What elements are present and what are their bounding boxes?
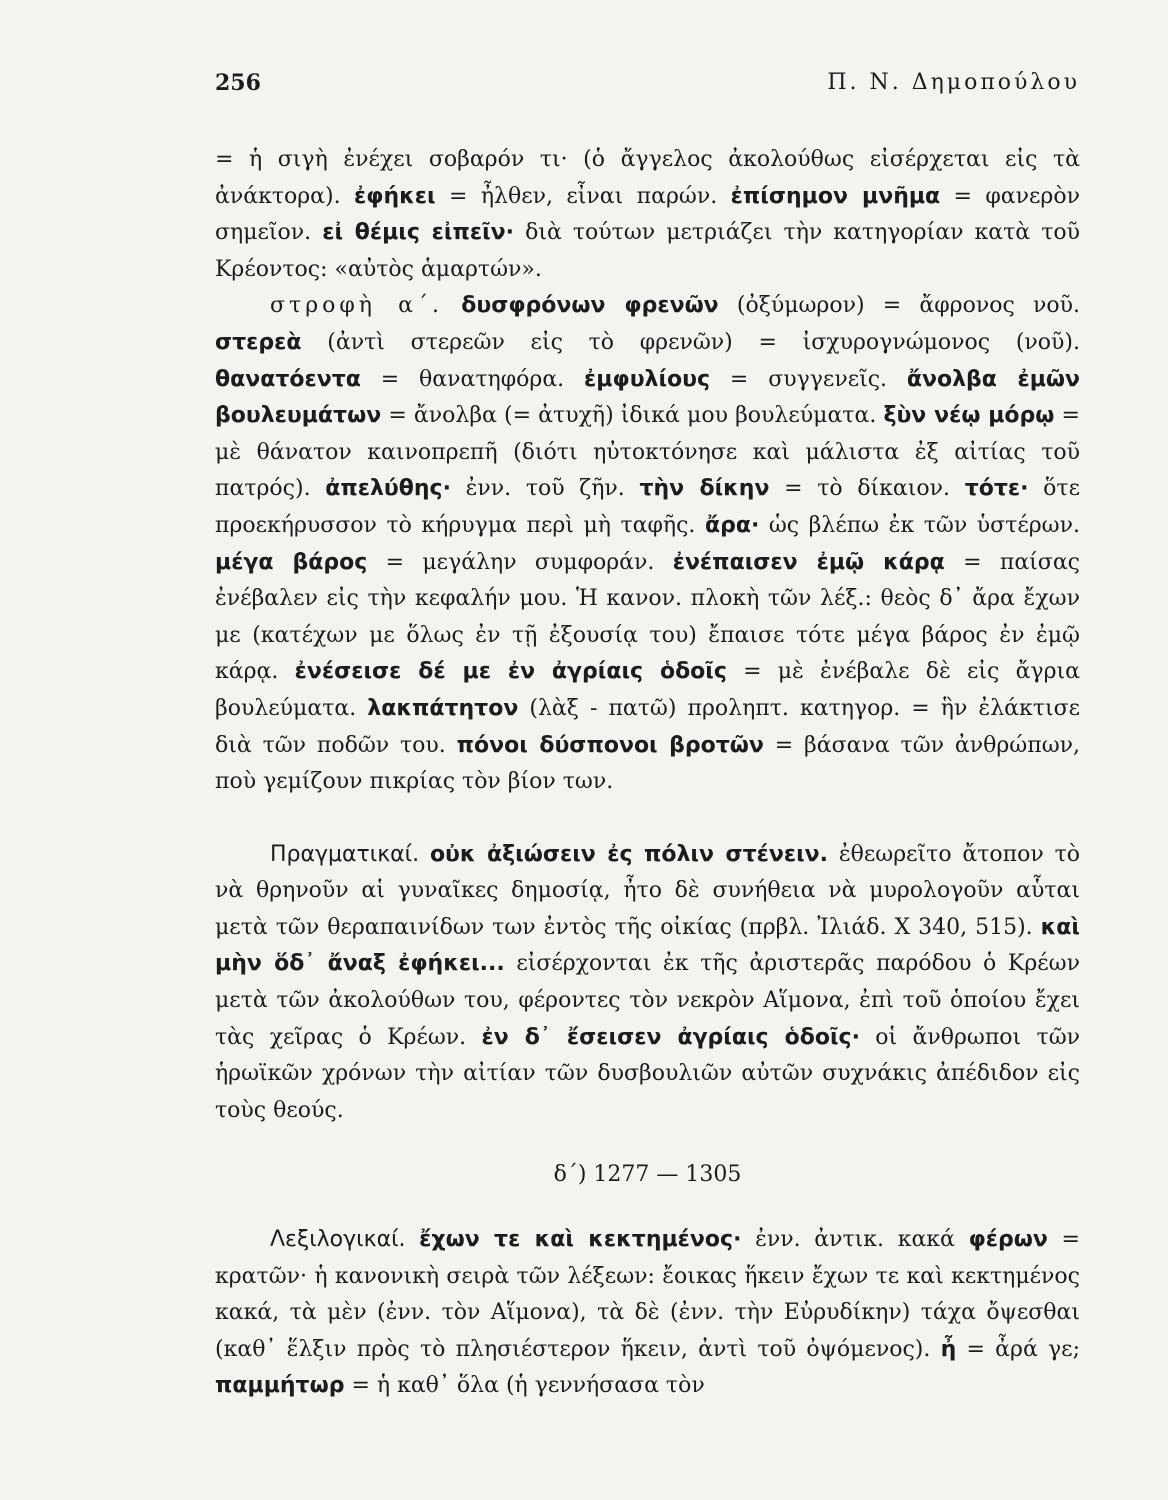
paragraph-1: [215, 142, 1080, 288]
page-header: [215, 62, 1080, 102]
commentary-text-run: ἐνν. ἀντικ. κακά: [741, 1227, 969, 1253]
lemma: καὶ μὴν ὅδ᾽ ἄναξ ἐφήκει...: [215, 914, 1080, 977]
commentary-text-run: ἐνν. τοῦ ζῆν.: [450, 476, 640, 502]
lemma: ἄρα·: [704, 512, 760, 538]
commentary-text-run: οἱ ἄνθρωποι τῶν ἡρωϊκῶν χρόνων τὴν αἰτίαν τῶν δυσβουλιῶν αὐτῶν συχνάκις ἀπέδιδον εἰς τοὺς θεούς.: [215, 1024, 1081, 1123]
commentary-text-run: = συγγενεῖς.: [710, 366, 907, 392]
strophe-label: στροφὴ α΄.: [270, 293, 444, 319]
commentary-text-run: = θανατηφόρα.: [360, 366, 585, 392]
lemma: πόνοι δύσπονοι βροτῶν: [456, 732, 764, 758]
lemma: ἔχων τε καὶ κεκτημένος·: [419, 1227, 742, 1253]
commentary-text-run: = ἦλθεν, εἶναι παρών.: [435, 183, 731, 209]
page-number: 256: [215, 70, 261, 96]
lemma: ἄνολβα ἐμῶν βουλευμάτων: [215, 366, 1080, 429]
lemma: ἐνέσεισε δέ με ἐν ἀγρίαις ὁδοῖς: [294, 659, 727, 685]
commentary-text-run: = ἄνολβα (= ἀτυχῆ) ἰδικά μου βουλεύματα.: [381, 403, 884, 429]
lemma: παμμήτωρ: [215, 1373, 345, 1399]
lemma: στερεὰ: [215, 329, 302, 355]
lemma: τότε·: [964, 476, 1029, 502]
lemma: ἐνέπαισεν ἐμῷ κάρᾳ: [672, 549, 945, 575]
commentary-text-run: εἰσέρχονται ἐκ τῆς ἀριστερᾶς παρόδου ὁ Κρέων μετὰ τῶν ἀκολούθων του, φέροντες τὸν νεκρὸν Αἵμονα, ἐπὶ τοῦ ὁποίου ἔχει τὰς χεῖρας ὁ Κρέων.: [215, 951, 1080, 1050]
lemma: τὴν δίκην: [639, 476, 770, 502]
commentary-text-run: = μὲ ἐνέβαλε δὲ εἰς ἄγρια βουλεύματα.: [215, 659, 1080, 721]
lemma: ἦ: [940, 1336, 957, 1362]
lemma: εἰ θέμις εἰπεῖν·: [322, 220, 515, 246]
section-label: Πραγματικαί.: [270, 841, 420, 867]
commentary-text-run: ἐθεωρεῖτο ἄτοπον τὸ νὰ θρηνοῦν αἱ γυναῖκες δημοσίᾳ, ἦτο δὲ συνήθεια νὰ μυρολογοῦν αὗται μετὰ τῶν θεραπαινίδων των ἐντὸς τῆς οἰκίας (πρβλ. Ἰλιάδ. Χ 340, 515).: [215, 841, 1080, 940]
paragraph-2: [215, 288, 1080, 800]
paragraph-4: [215, 1222, 1080, 1405]
lemma: ἐφήκει: [354, 183, 436, 209]
commentary-text-run: (ἀντὶ στερεῶν εἰς τὸ φρενῶν) = ἰσχυρογνώμονος (νοῦ).: [301, 329, 1080, 355]
lemma: ἐμφυλίους: [584, 366, 711, 392]
commentary-text-run: ὡς βλέπω ἐκ τῶν ὑστέρων.: [759, 512, 1080, 538]
commentary-text-run: = φανερὸν σημεῖον.: [215, 183, 1080, 246]
commentary-text-run: = μὲ θάνατον καινοπρεπῆ (διότι ηὐτοκτόνησε καὶ μάλιστα ἐξ αἰτίας τοῦ πατρός).: [215, 403, 1080, 502]
lemma: φέρων: [968, 1227, 1048, 1253]
commentary-text: [215, 142, 1080, 1405]
commentary-text-run: = παίσας ἐνέβαλεν εἰς τὴν κεφαλήν μου. Ἡ κανον. πλοκὴ τῶν λέξ.: θεὸς δ᾽ ἄρα ἔχων με (κατέχων με ὅλως ἐν τῇ ἐξουσίᾳ του) ἔπαισε τότε μέγα βάρος ἐν ἐμῷ κάρᾳ.: [215, 549, 1080, 685]
commentary-text-run: (ὀξύμωρον) = ἄφρονος νοῦ.: [718, 293, 1080, 319]
commentary-text-run: = τὸ δίκαιον.: [769, 476, 965, 502]
lemma: λακπάτητον: [367, 695, 519, 721]
commentary-text-run: διὰ τούτων μετριάζει τὴν κατηγορίαν κατὰ τοῦ Κρέοντος: «αὐτὸς ἁμαρτών».: [215, 220, 1080, 282]
commentary-text-run: = ἆρά γε;: [956, 1336, 1080, 1362]
paragraph-3: [215, 837, 1080, 1130]
commentary-text-run: ὅτε προεκήρυσσον τὸ κήρυγμα περὶ μὴ ταφῆς.: [215, 476, 1080, 538]
commentary-text-run: = ἡ καθ᾽ ὅλα (ἡ γεννήσασα τὸν: [344, 1373, 705, 1399]
lemma: μέγα βάρος: [215, 549, 368, 575]
section-heading: δ΄) 1277 — 1305: [553, 1162, 742, 1188]
commentary-text-run: (λὰξ - πατῶ) προληπτ. κατηγορ. = ἣν ἐλάκτισε διὰ τῶν ποδῶν του.: [215, 695, 1080, 758]
lemma: δυσφρόνων φρενῶν: [461, 293, 719, 319]
commentary-text-run: = βάσανα τῶν ἀνθρώπων, ποὺ γεμίζουν πικρίας τὸν βίον των.: [215, 732, 1080, 795]
running-head: Π. Ν. Δημοπούλου: [827, 70, 1080, 95]
commentary-text-run: = κρατῶν· ἡ κανονικὴ σειρὰ τῶν λέξεων: ἔοικας ἥκειν ἔχων τε καὶ κεκτημένος κακά, τὰ μὲν (ἐνν. τὸν Αἵμονα), τὰ δὲ (ἐνν. τὴν Εὐρυδίκην) τάχα ὄψεσθαι (καθ᾽ ἕλξιν πρὸς τὸ πλησιέστερον ἥκειν, ἀντὶ τοῦ ὀψόμενος).: [215, 1227, 1080, 1362]
lemma: ἐν δ᾽ ἔσεισεν ἀγρίαις ὁδοῖς·: [481, 1024, 860, 1050]
commentary-text-run: = ἡ σιγὴ ἐνέχει σοβαρόν τι· (ὁ ἄγγελος ἀκολούθως εἰσέρχεται εἰς τὰ ἀνάκτορα).: [215, 147, 1080, 209]
section-label: Λεξιλογικαί.: [270, 1227, 406, 1253]
lemma: ἀπελύθης·: [325, 476, 451, 502]
lemma: ξὺν νέῳ μόρῳ: [883, 403, 1055, 429]
commentary-text-run: = μεγάλην συμφοράν.: [367, 549, 673, 575]
lemma: θανατόεντα: [215, 366, 361, 392]
lemma: οὐκ ἀξιώσειν ἐς πόλιν στένειν.: [429, 841, 829, 867]
lemma: ἐπίσημον μνῆμα: [730, 183, 941, 209]
